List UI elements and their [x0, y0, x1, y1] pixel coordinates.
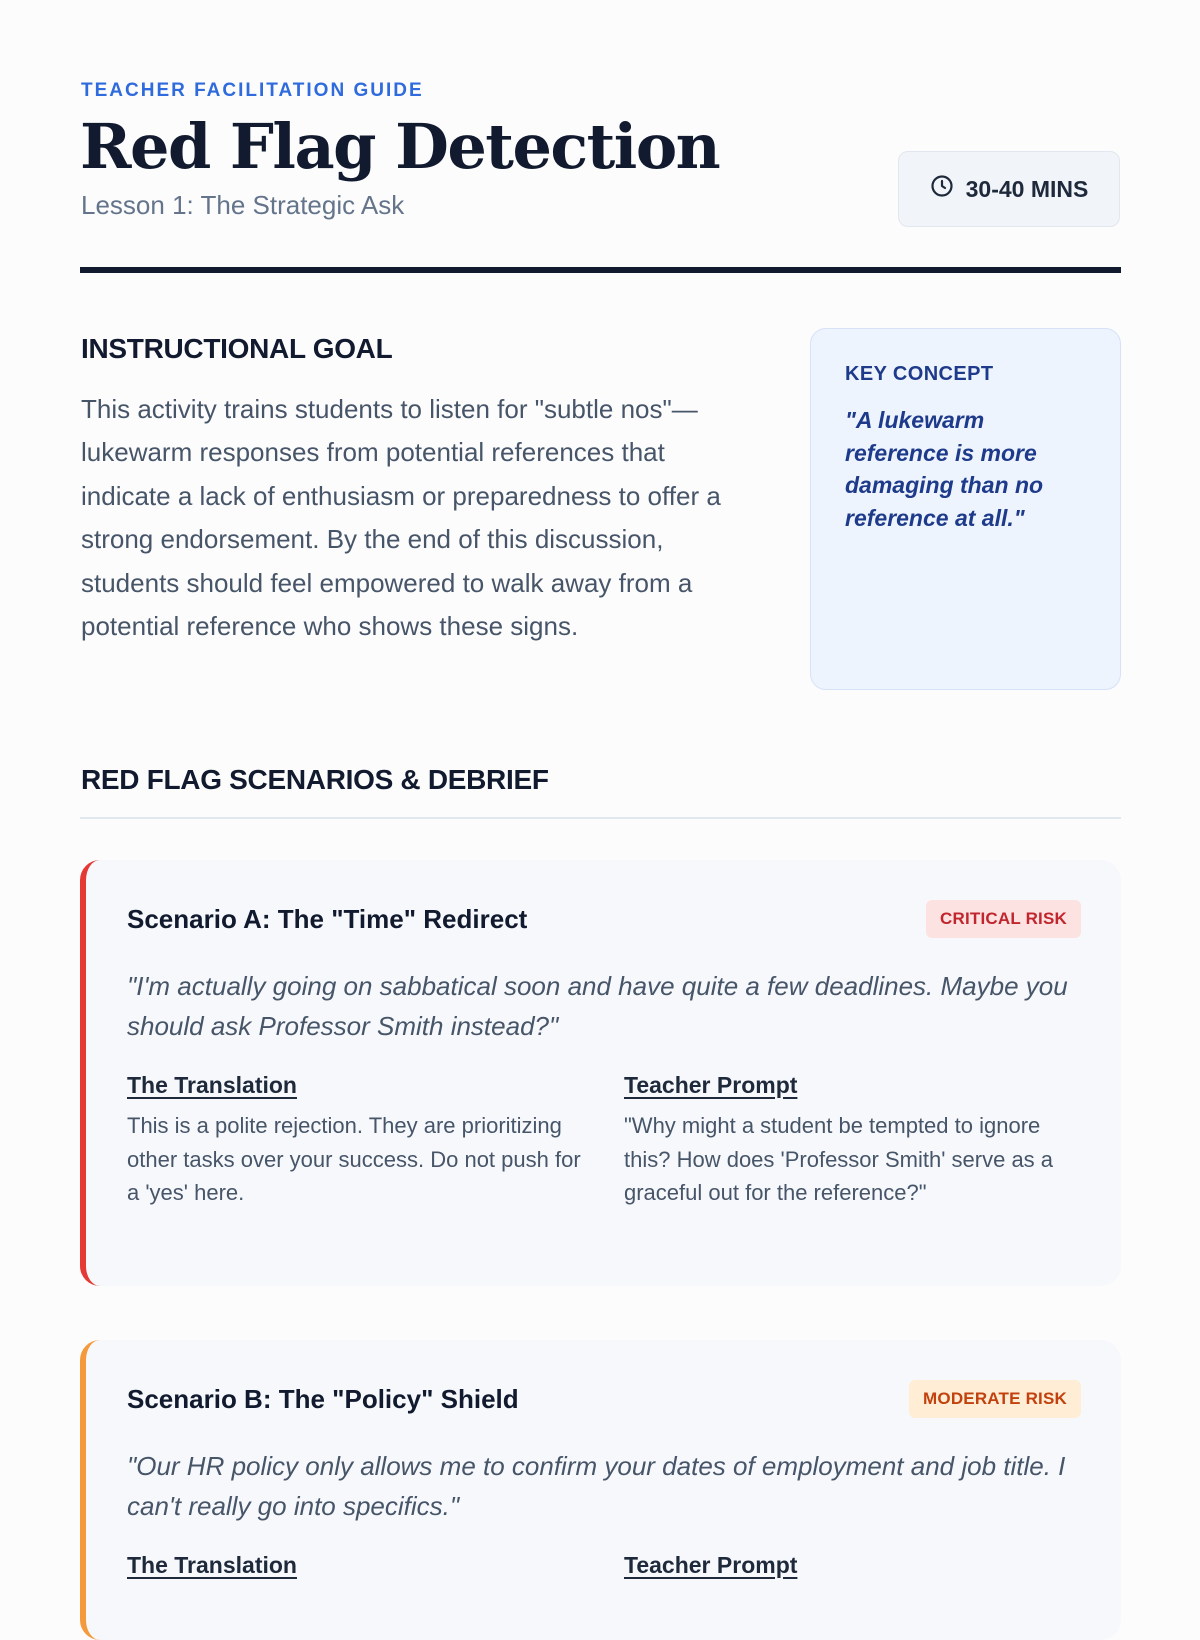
clock-icon	[930, 174, 954, 204]
scenario-debrief	[127, 1072, 1081, 1210]
scenario-header	[127, 1380, 1081, 1418]
scenario-card	[80, 1340, 1121, 1640]
translation-heading: The Translation	[127, 1552, 297, 1578]
translation-heading: The Translation	[127, 1072, 297, 1098]
scenario-card	[80, 860, 1121, 1286]
lesson-subtitle: Lesson 1: The Strategic Ask	[81, 190, 405, 220]
scenario-debrief	[127, 1552, 1081, 1579]
scenario-header	[127, 900, 1081, 938]
key-concept-quote: "A lukewarm reference is more damaging than no reference at all."	[845, 407, 1044, 531]
key-concept-label: KEY CONCEPT	[845, 363, 994, 385]
scenario-title: Scenario A: The "Time" Redirect	[127, 903, 528, 934]
scenario-title: Scenario B: The "Policy" Shield	[127, 1383, 519, 1414]
goal-body: This activity trains students to listen for "subtle nos"—lukewarm responses from potential references that indicate a lack of enthusiasm or preparedness to offer a strong endorsement. By the end of this discussion, students should feel empowered to walk away from a potential reference who shows these signs.	[81, 394, 721, 642]
scenarios-heading: RED FLAG SCENARIOS & DEBRIEF	[81, 764, 549, 795]
page-title: Red Flag Detection	[80, 110, 720, 183]
goal-heading: INSTRUCTIONAL GOAL	[81, 333, 393, 364]
scenario-quote: "Our HR policy only allows me to confirm your dates of employment and job title. I can't really go into specifics."	[127, 1451, 1066, 1521]
duration-text: 30-40 MINS	[965, 175, 1089, 202]
prompt-text: "Why might a student be tempted to ignore this? How does 'Professor Smith' serve as a graceful out for the reference?"	[624, 1113, 1054, 1205]
scenarios-divider	[80, 817, 1121, 819]
key-concept-card	[810, 328, 1121, 690]
scenario-quote: "I'm actually going on sabbatical soon and have quite a few deadlines. Maybe you should ask Professor Smith instead?"	[127, 971, 1068, 1041]
translation-text: This is a polite rejection. They are prioritizing other tasks over your success. Do not push for a 'yes' here.	[127, 1113, 581, 1205]
header-divider	[80, 267, 1121, 273]
guide-eyebrow: TEACHER FACILITATION GUIDE	[81, 80, 424, 101]
translation-column	[127, 1552, 584, 1579]
prompt-column	[624, 1072, 1081, 1210]
prompt-heading: Teacher Prompt	[624, 1072, 798, 1098]
duration-badge	[898, 151, 1120, 227]
prompt-column	[624, 1552, 1081, 1579]
risk-badge: CRITICAL RISK	[926, 900, 1081, 938]
translation-column	[127, 1072, 584, 1210]
risk-badge: MODERATE RISK	[909, 1380, 1081, 1418]
prompt-heading: Teacher Prompt	[624, 1552, 798, 1578]
